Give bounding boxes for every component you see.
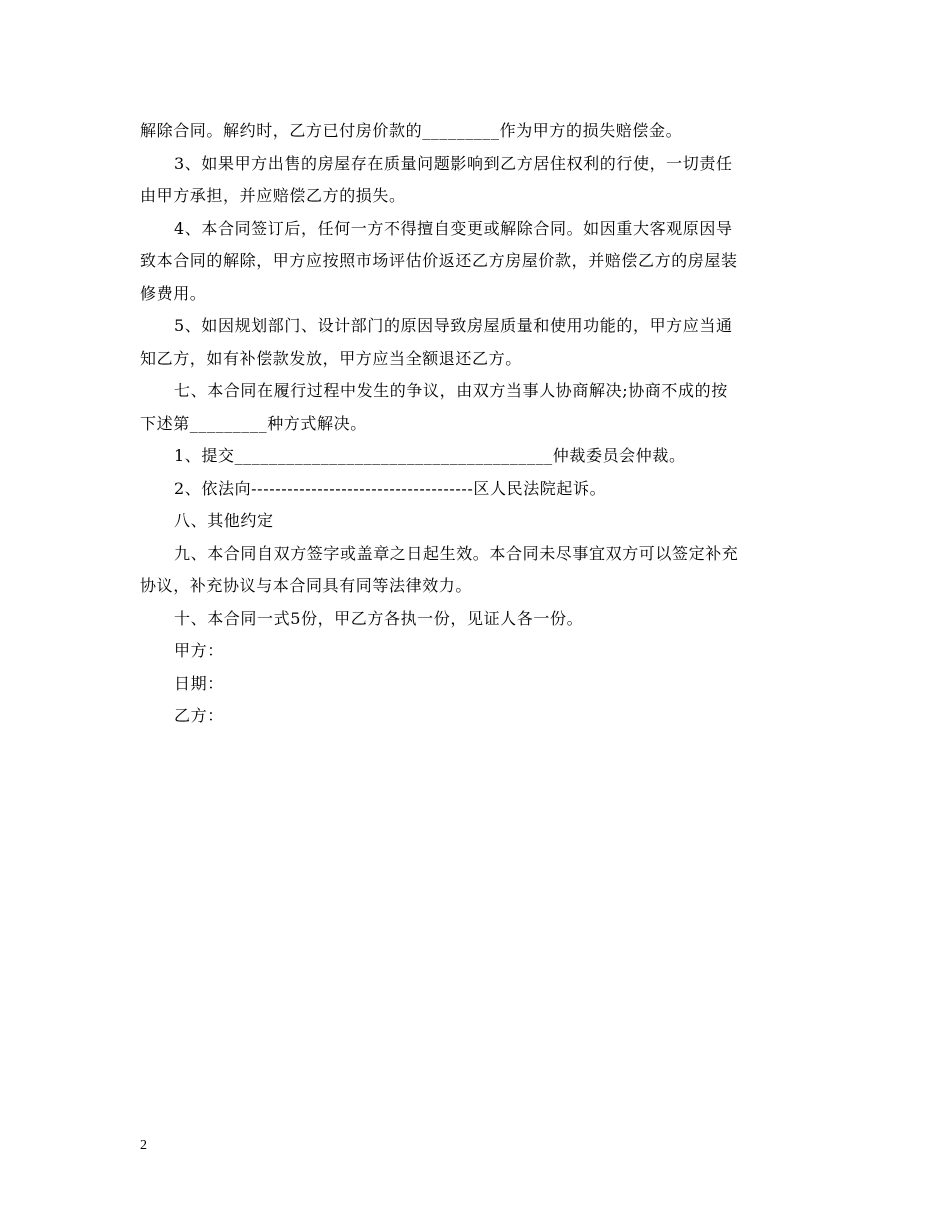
date-label: 日期：: [174, 673, 224, 693]
paragraph-line: 修费用。: [140, 283, 207, 303]
paragraph-line: 知乙方，如有补偿款发放，甲方应当全额退还乙方。: [140, 348, 522, 368]
paragraph-line: 致本合同的解除，甲方应按照市场评估价返还乙方房屋价款，并赔偿乙方的房屋装: [140, 251, 738, 270]
paragraph-line: 解除合同。解约时，乙方已付房价款的_________作为甲方的损失赔偿金。: [140, 121, 683, 140]
paragraph-line: 3、如果甲方出售的房屋存在质量问题影响到乙方居住权利的行使，一切责任: [174, 153, 733, 173]
party-b-signature-label: 乙方：: [174, 706, 224, 725]
document-body: [140, 115, 815, 733]
court-option-line: 2、依法向-------------------------------------区人民法院起诉。: [174, 478, 607, 498]
paragraph-line: 协议，补充协议与本合同具有同等法律效力。: [140, 576, 473, 595]
paragraph-line: 九、本合同自双方签字或盖章之日起生效。本合同未尽事宜双方可以签定补充: [174, 543, 739, 563]
paragraph-line: 5、如因规划部门、设计部门的原因导致房屋质量和使用功能的，甲方应当通: [174, 316, 733, 335]
arbitration-option-line: 1、提交_____________________________________仲裁委员会仲裁。: [174, 446, 686, 465]
paragraph-line: 4、本合同签订后，任何一方不得擅自变更或解除合同。如因重大客观原因导: [174, 218, 733, 238]
paragraph-line: 由甲方承担，并应赔偿乙方的损失。: [140, 186, 406, 205]
paragraph-line: 十、本合同一式5份，甲乙方各执一份，见证人各一份。: [174, 608, 584, 628]
paragraph-line: 七、本合同在履行过程中发生的争议，由双方当事人协商解决;协商不成的按: [174, 381, 728, 400]
page-number: 2: [140, 1138, 147, 1153]
paragraph-line: 下述第_________种方式解决。: [140, 413, 367, 433]
party-a-signature-label: 甲方：: [174, 641, 224, 660]
section-heading: 八、其他约定: [174, 511, 274, 530]
